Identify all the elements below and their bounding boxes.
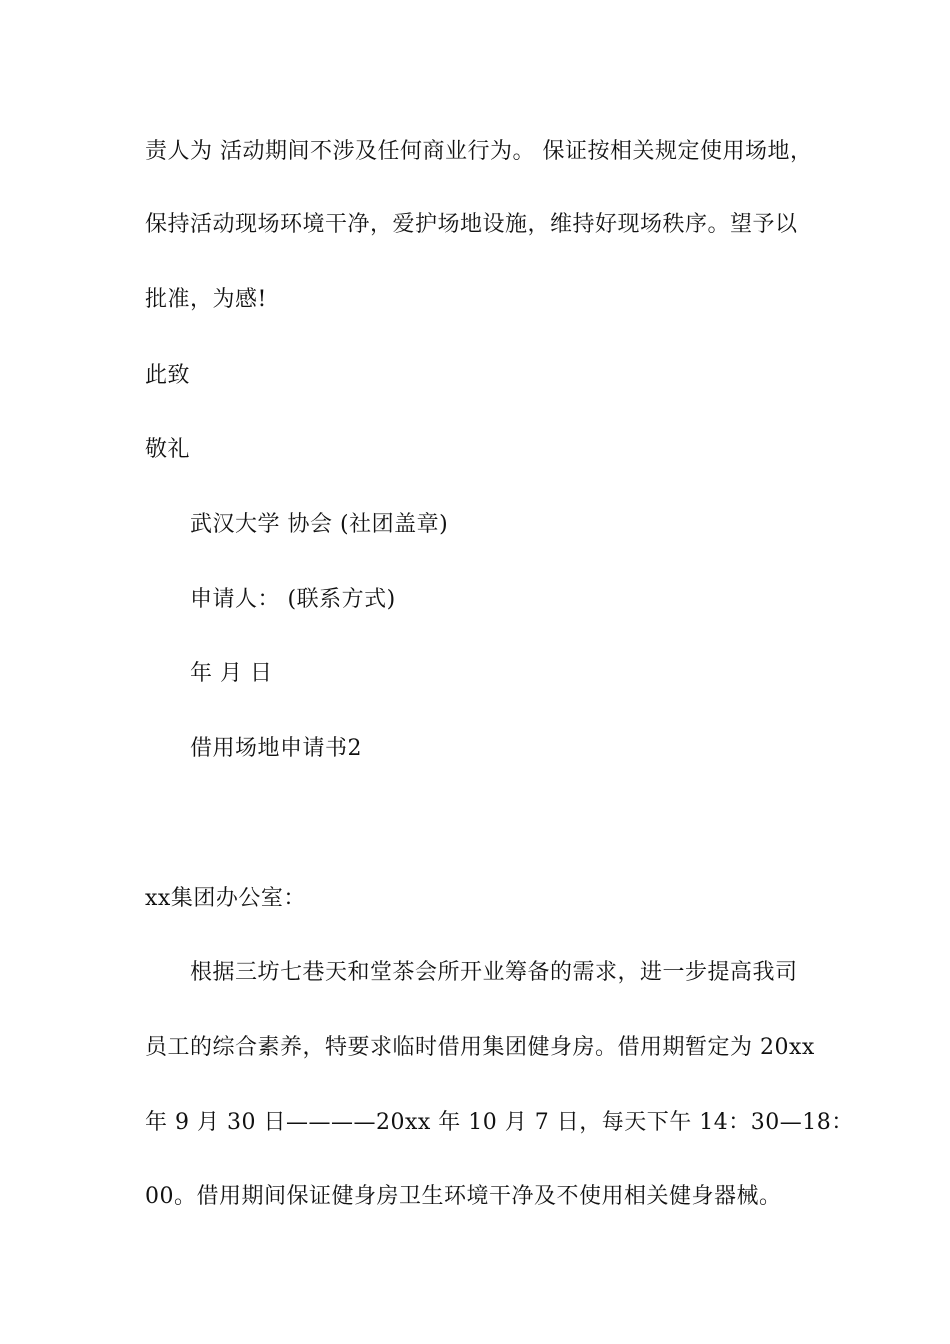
signature-date: 年 月 日 bbox=[190, 661, 273, 686]
body-text-line-7: 00。借用期间保证健身房卫生环境干净及不使用相关健身器械。 bbox=[145, 1184, 782, 1209]
salutation-jingli: 敬礼 bbox=[145, 437, 191, 462]
recipient-line: xx集团办公室： bbox=[145, 886, 306, 911]
signature-applicant: 申请人： (联系方式) bbox=[190, 587, 396, 612]
signature-organization: 武汉大学 协会 (社团盖章) bbox=[190, 512, 449, 537]
section-title: 借用场地申请书2 bbox=[190, 736, 362, 761]
body-text-line-4: 根据三坊七巷天和堂茶会所开业筹备的需求，进一步提高我司 bbox=[190, 960, 798, 985]
salutation-cizhi: 此致 bbox=[145, 363, 191, 388]
body-text-line-5: 员工的综合素养，特要求临时借用集团健身房。借用期暂定为 20xx bbox=[145, 1035, 815, 1060]
body-text-line-3: 批准，为感! bbox=[145, 287, 267, 312]
body-text-line-6: 年 9 月 30 日————20xx 年 10 月 7 日，每天下午 14：30—18： bbox=[145, 1110, 854, 1135]
body-text-line-1: 责人为 活动期间不涉及任何商业行为。 保证按相关规定使用场地， bbox=[145, 139, 813, 164]
body-text-line-2: 保持活动现场环境干净，爱护场地设施，维持好现场秩序。望予以 bbox=[145, 212, 798, 237]
